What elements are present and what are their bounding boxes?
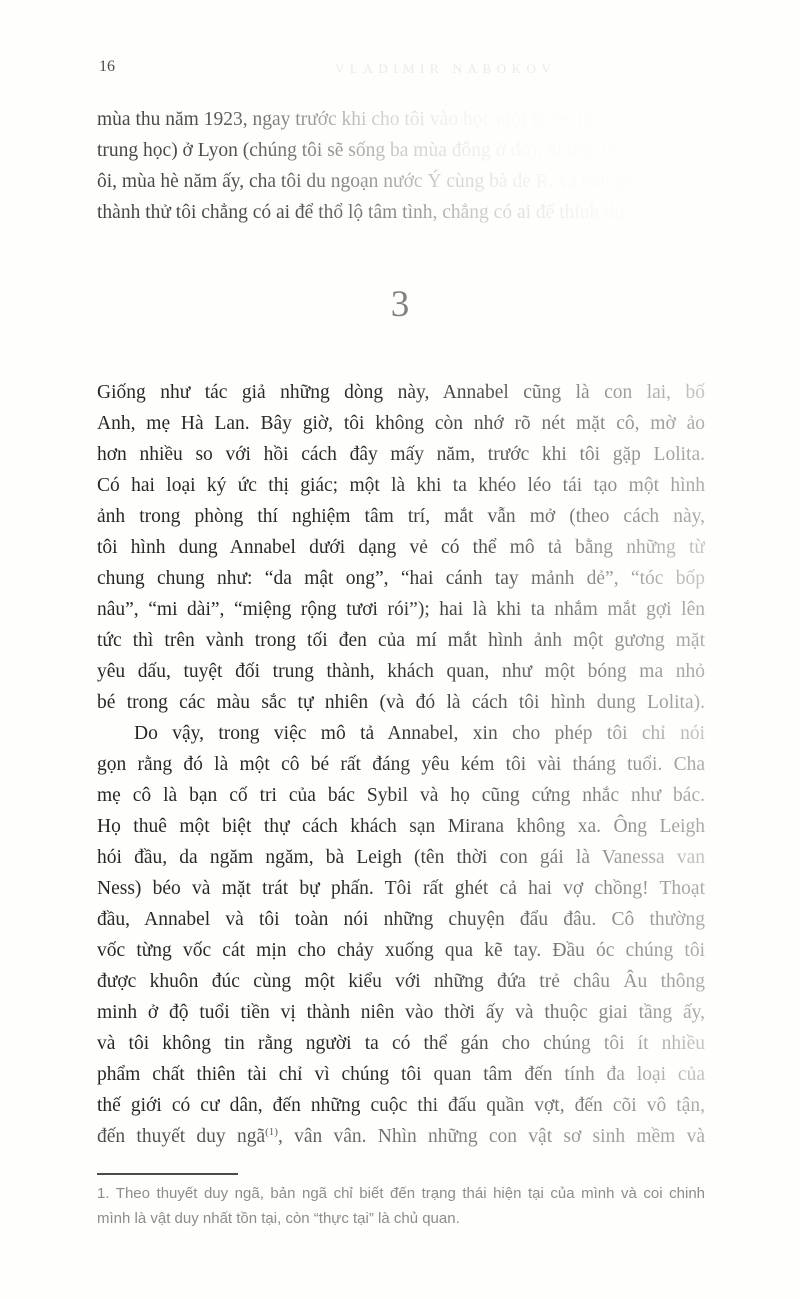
carryover-line: ôi, mùa hè năm ấy, cha tôi du ngoạn nước Ý cùng bà de R. và con gái, <box>97 166 705 197</box>
body-line: gọn rằng đó là một cô bé rất đáng yêu kém tôi vài tháng tuổi. Cha <box>97 749 705 780</box>
carryover-line: trung học) ở Lyon (chúng tôi sẽ sống ba mùa đông ở đó); nhưng than <box>97 135 705 166</box>
body-line: được khuôn đúc cùng một kiểu với những đứa trẻ châu Âu thông <box>97 966 705 997</box>
body-line: Có hai loại ký ức thị giác; một là khi ta khéo léo tái tạo một hình <box>97 470 705 501</box>
body-line: đầu, Annabel và tôi toàn nói những chuyện đẩu đâu. Cô thường <box>97 904 705 935</box>
footnote <box>97 1181 705 1231</box>
body-line: bé trong các màu sắc tự nhiên (và đó là cách tôi hình dung Lolita). <box>97 687 705 718</box>
body-line: hơn nhiều so với hồi cách đây mấy năm, trước khi tôi gặp Lolita. <box>97 439 705 470</box>
body-line: vốc từng vốc cát mịn cho chảy xuống qua kẽ tay. Đầu óc chúng tôi <box>97 935 705 966</box>
body-line: Do vậy, trong việc mô tả Annabel, xin cho phép tôi chỉ nói <box>97 718 705 749</box>
carryover-line: mùa thu năm 1923, ngay trước khi cho tôi vào học một lycée (trường <box>97 104 705 135</box>
footnote-line: 1. Theo thuyết duy ngã, bản ngã chỉ biết đến trạng thái hiện tại của mình và coi chinh <box>97 1185 705 1202</box>
chapter-number: 3 <box>390 284 410 325</box>
footnote-line: mình là vật duy nhất tồn tại, còn “thực tại” là chủ quan. <box>97 1210 460 1227</box>
body-line: Anh, mẹ Hà Lan. Bây giờ, tôi không còn nhớ rõ nét mặt cô, mờ ảo <box>97 408 705 439</box>
body-line: tôi hình dung Annabel dưới dạng vẻ có thể mô tả bằng những từ <box>97 532 705 563</box>
body-line: hói đầu, da ngăm ngăm, bà Leigh (tên thời con gái là Vanessa van <box>97 842 705 873</box>
body-line-text: đến thuyết duy ngã <box>97 1126 266 1147</box>
body-line: Ness) béo và mặt trát bự phấn. Tôi rất ghét cả hai vợ chồng! Thoạt <box>97 873 705 904</box>
body-line: và tôi không tin rằng người ta có thể gán cho chúng tôi ít nhiều <box>97 1028 705 1059</box>
body-line: yêu dấu, tuyệt đối trung thành, khách quan, như một bóng ma nhỏ <box>97 656 705 687</box>
body-line: Họ thuê một biệt thự cách khách sạn Mirana không xa. Ông Leigh <box>97 811 705 842</box>
body-line: mẹ cô là bạn cố tri của bác Sybil và họ cũng cứng nhắc như bác. <box>97 780 705 811</box>
body-line-text: , vân vân. Nhìn những con vật sơ sinh mềm và <box>277 1126 705 1147</box>
page-number: 16 <box>99 58 115 75</box>
footnote-reference: (1) <box>265 1126 278 1138</box>
body-line <box>97 1121 705 1152</box>
body-line: nâu”, “mi dài”, “miệng rộng tươi rói”); hai là khi ta nhắm mắt gợi lên <box>97 594 705 625</box>
body-line: tức thì trên vành trong tối đen của mí mắt hình ảnh một gương mặt <box>97 625 705 656</box>
running-head: VLADIMIR NABOKOV <box>335 61 557 76</box>
body-line: thế giới có cư dân, đến những cuộc thi đấu quần vợt, đến cõi vô tận, <box>97 1090 705 1121</box>
paragraph-1 <box>97 377 705 718</box>
body-line: chung chung như: “da mật ong”, “hai cánh tay mảnh dẻ”, “tóc bốp <box>97 563 705 594</box>
body-line: phẩm chất thiên tài chỉ vì chúng tôi quan tâm đến tính đa loại của <box>97 1059 705 1090</box>
body-line: minh ở độ tuổi tiền vị thành niên vào thời ấy và thuộc giai tầng ấy, <box>97 997 705 1028</box>
body-line: ảnh trong phòng thí nghiệm tâm trí, mắt vẫn mở (theo cách này, <box>97 501 705 532</box>
paragraph-2 <box>97 718 705 1152</box>
body-line: Giống như tác giả những dòng này, Annabel cũng là con lai, bố <box>97 377 705 408</box>
body-text <box>97 377 705 1152</box>
carryover-line: thành thử tôi chẳng có ai để thổ lộ tâm tình, chẳng có ai để thỉnh thị. <box>97 197 705 228</box>
carryover-paragraph <box>97 104 705 228</box>
footnote-rule <box>97 1173 238 1175</box>
